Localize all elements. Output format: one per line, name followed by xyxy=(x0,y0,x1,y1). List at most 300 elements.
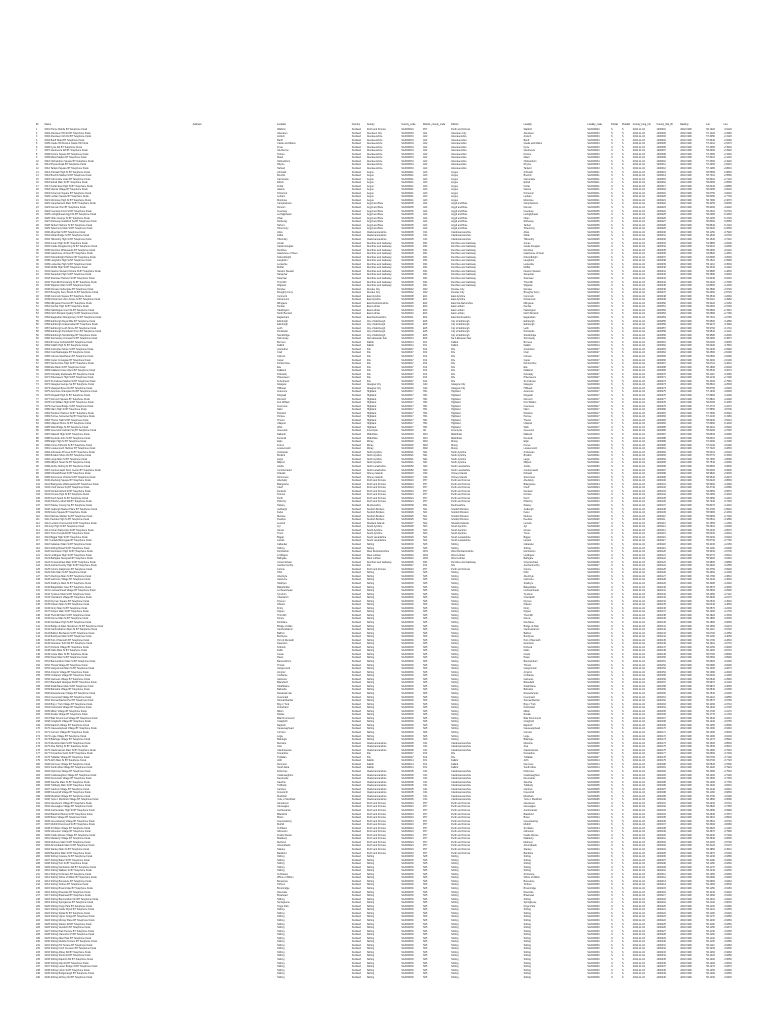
table-cell: 1000200 xyxy=(656,833,666,837)
table-cell: 4 xyxy=(36,138,38,142)
table-cell: Stanley xyxy=(277,848,286,852)
table-cell: S12000006 xyxy=(401,273,414,277)
table-cell: Bannockburn xyxy=(277,660,292,664)
table-cell: Stanley xyxy=(523,848,532,852)
table-cell: 6075 Aviemore Grampian Rd BT Telephone Kiosk xyxy=(44,390,98,394)
table-cell: S12000030 xyxy=(401,929,414,933)
table-cell: Scotland xyxy=(351,975,361,979)
table-cell: Stirling xyxy=(366,915,375,919)
table-cell: 1000231 xyxy=(656,943,666,947)
table-cell: S05 xyxy=(423,933,428,937)
table-cell: S xyxy=(611,511,613,515)
table-cell: Stirling xyxy=(366,599,375,603)
table-cell: S12000041 xyxy=(587,177,600,181)
table-cell: 1000103 xyxy=(656,489,666,493)
table-cell: 22 xyxy=(36,202,39,206)
table-cell: Argyll and Bute xyxy=(451,206,468,210)
table-cell: St Ninians xyxy=(523,872,535,876)
table-cell: S xyxy=(611,433,613,437)
table-cell: S xyxy=(621,535,624,539)
table-cell: 74 xyxy=(36,386,39,390)
table-cell: -2.7950 xyxy=(723,379,732,383)
table-cell: S xyxy=(621,365,624,369)
table-cell: 2010-11-04 xyxy=(632,858,645,862)
table-cell: P07 xyxy=(423,809,428,812)
table-cell: 2002 1999 xyxy=(680,897,692,901)
table-cell: Scotland xyxy=(351,762,361,766)
table-cell: P07 xyxy=(423,851,428,855)
table-cell: 2010-11-04 xyxy=(632,887,645,891)
table-cell: 1000007 xyxy=(656,149,666,153)
table-cell: S05 xyxy=(423,950,428,954)
table-cell: -3.9600 xyxy=(723,645,732,649)
table-cell: S05 xyxy=(423,911,428,915)
table-cell: 1000136 xyxy=(656,606,666,610)
table-cell: 56.1150 xyxy=(706,230,715,234)
table-cell: M02 xyxy=(423,447,428,451)
table-cell: 2002 1999 xyxy=(680,433,692,437)
table-cell: S12000035 xyxy=(587,213,600,217)
table-cell: Perth and Kinross xyxy=(451,482,471,486)
table-cell: Scotland xyxy=(351,812,361,816)
table-cell: 6141 Bridge of Allan Henderson St BT Telephone Kiosk xyxy=(44,624,104,628)
table-cell: Lochgilphead xyxy=(523,213,538,217)
table-cell: Perth and Kinross xyxy=(451,493,471,497)
table-cell: North Berwick xyxy=(277,312,292,316)
table-cell: 6188 Forestmill Village BT Telephone Kiosk xyxy=(44,791,91,795)
table-cell: 2002 1999 xyxy=(680,220,692,224)
table-cell: 2010-11-04 xyxy=(632,670,645,674)
table-cell: Stirling xyxy=(366,723,375,727)
table-cell: Aviemore xyxy=(523,390,534,394)
table-cell: 2010-11-04 xyxy=(632,713,645,717)
table-cell: Stirling xyxy=(451,894,459,898)
table-cell: Perth and Kinross xyxy=(366,826,386,830)
table-cell: S xyxy=(621,521,624,525)
table-cell: S xyxy=(621,422,624,426)
table-cell: F02 xyxy=(423,362,428,366)
table-cell: -2.6290 xyxy=(723,351,732,355)
table-cell: 55.5990 xyxy=(706,514,715,518)
table-cell: Blackford xyxy=(523,812,534,816)
table-cell: Forestmill xyxy=(523,791,534,795)
table-cell: S xyxy=(611,723,613,727)
table-cell: 2002 1999 xyxy=(680,234,692,238)
table-cell: 1000040 xyxy=(656,266,666,270)
table-cell: Scotland xyxy=(351,351,361,355)
table-cell: Dingwall xyxy=(277,394,287,398)
table-cell: Stirling xyxy=(451,695,459,699)
table-cell: S12000035 xyxy=(587,202,600,206)
table-cell: 2010-11-04 xyxy=(632,812,645,816)
table-cell: Scotland xyxy=(351,801,361,805)
table-cell: 2002 1999 xyxy=(680,135,692,139)
table-cell: 56.1050 xyxy=(706,872,715,876)
table-cell: S xyxy=(621,206,624,210)
table-cell: S xyxy=(621,245,624,249)
table-cell: S05 xyxy=(423,699,428,703)
table-cell: Scottish Borders xyxy=(366,511,385,515)
table-cell: Stirling xyxy=(451,950,459,954)
table-cell: 1 xyxy=(36,128,38,131)
table-cell: 1000141 xyxy=(656,624,666,628)
table-cell: 1000239 xyxy=(656,972,666,976)
table-cell: S12000030 xyxy=(587,606,600,610)
table-cell: S xyxy=(611,220,613,224)
table-cell: S xyxy=(611,695,613,699)
table-cell: S12000030 xyxy=(401,908,414,912)
table-cell: S xyxy=(621,255,624,259)
table-cell: S12000030 xyxy=(587,691,600,695)
table-cell: 6050 Milngavie Precinct BT Telephone Kiosk xyxy=(44,301,92,305)
table-cell: Campbeltown xyxy=(277,202,292,206)
table-cell: Scotland xyxy=(351,720,361,724)
column-header: District_county_code xyxy=(423,123,446,126)
table-cell: Banff xyxy=(523,138,530,142)
table-cell: -4.6170 xyxy=(723,596,732,600)
table-cell: -4.5700 xyxy=(723,550,732,554)
table-cell: Stirling xyxy=(451,954,459,958)
table-cell: Kilmarnock xyxy=(277,298,289,302)
table-cell: S12000014 xyxy=(401,766,414,770)
table-cell: S12000006 xyxy=(587,259,600,263)
table-cell: Strathyre xyxy=(277,582,287,585)
table-cell: 56.0540 xyxy=(706,762,715,766)
table-cell: Blair Drummond xyxy=(277,716,295,720)
table-cell: S05 xyxy=(423,865,428,869)
table-cell: 1000094 xyxy=(656,457,666,461)
table-cell: P07 xyxy=(423,500,428,504)
table-cell: 204 xyxy=(36,848,40,852)
table-cell: S xyxy=(621,585,624,589)
table-cell: Argyll and Bute xyxy=(366,202,384,206)
table-cell: 2002 1999 xyxy=(680,457,692,461)
table-cell: 6032 Tillicoultry High St BT Telephone Kiosk xyxy=(44,237,92,241)
table-cell: S xyxy=(611,904,613,908)
table-cell: S12000047 xyxy=(587,355,600,358)
table-cell: 1000109 xyxy=(656,511,666,515)
table-cell: 6225 Stirling Station Rd BT Telephone Kiosk xyxy=(44,922,92,926)
table-cell: -3.6110 xyxy=(723,248,732,252)
table-cell: S xyxy=(621,472,624,476)
table-cell: 132 xyxy=(36,592,40,596)
table-cell: S12000024 xyxy=(401,479,414,483)
table-cell: S12000030 xyxy=(401,943,414,947)
table-cell: 2010-11-04 xyxy=(632,252,645,256)
table-cell: 1000132 xyxy=(656,592,666,596)
table-cell: 1000088 xyxy=(656,436,666,440)
table-cell: Clackmannanshire xyxy=(451,769,471,773)
table-cell: Arbroath xyxy=(277,170,287,174)
table-cell: S12000008 xyxy=(401,294,414,298)
table-cell: Scotland xyxy=(351,816,361,820)
table-cell: 2002 1999 xyxy=(680,791,692,795)
table-cell: S xyxy=(621,901,624,905)
table-cell: 6132 Tyndrum Main St BT Telephone Kiosk xyxy=(44,592,91,596)
table-cell: 1000056 xyxy=(656,323,666,327)
table-cell: S xyxy=(621,386,624,390)
table-cell: 172 xyxy=(36,734,40,738)
table-cell: 1000110 xyxy=(656,514,666,518)
table-cell: P07 xyxy=(423,496,428,500)
table-cell: 121 xyxy=(36,553,40,557)
table-cell: Craigforth xyxy=(277,720,288,724)
table-cell: 6233 Stirling Abbey Rd BT Telephone Kiosk xyxy=(44,950,91,954)
table-cell: Perth and Kinross xyxy=(451,844,471,848)
table-cell: Clackmannanshire xyxy=(366,784,387,788)
table-cell: Argyll and Bute xyxy=(366,213,384,217)
table-cell: Bannockburn xyxy=(523,660,538,664)
table-cell: 1000108 xyxy=(656,507,666,511)
table-cell: S05 xyxy=(423,894,428,898)
table-cell: 164 xyxy=(36,706,40,710)
table-cell: S xyxy=(621,195,624,199)
table-cell: 6087 Dalkeith High St BT Telephone Kiosk xyxy=(44,433,90,437)
table-cell: S12000036 xyxy=(587,323,600,327)
table-cell: S xyxy=(621,858,624,862)
table-cell: Highland xyxy=(366,394,377,398)
table-cell: Stirling xyxy=(523,947,531,951)
table-cell: S xyxy=(611,631,613,635)
table-cell: S12000030 xyxy=(401,645,414,649)
table-cell: 56.0380 xyxy=(706,213,715,217)
table-cell: Port of Menteith xyxy=(523,638,541,642)
table-cell: A04 xyxy=(423,206,428,210)
table-cell: S12000005 xyxy=(587,237,600,241)
table-cell: Scotland xyxy=(351,383,361,387)
table-cell: Dumfries and Galloway xyxy=(451,266,476,270)
table-cell: Scotland xyxy=(351,638,361,642)
table-cell: Scotland xyxy=(351,514,361,518)
table-cell: S12000030 xyxy=(587,674,600,678)
table-cell: Edinburgh xyxy=(523,323,535,327)
table-cell: S12000029 xyxy=(587,539,600,543)
table-cell: -3.6720 xyxy=(723,234,732,238)
table-cell: S12000030 xyxy=(401,904,414,908)
table-cell: Inverness xyxy=(277,404,288,408)
table-cell: 55.5770 xyxy=(706,454,715,458)
table-cell: 67 xyxy=(36,362,39,366)
table-cell: S12000041 xyxy=(587,198,600,202)
table-cell: 56.6220 xyxy=(706,227,715,231)
table-cell: 28 xyxy=(36,223,39,227)
table-cell: 83 xyxy=(36,418,39,422)
table-cell: 56.1240 xyxy=(706,720,715,724)
table-cell: S xyxy=(611,266,613,270)
table-cell: 2002 1999 xyxy=(680,269,692,273)
table-cell: S12000030 xyxy=(587,730,600,734)
table-cell: Stirling xyxy=(451,936,459,940)
table-cell: 2010-11-04 xyxy=(632,479,645,483)
table-cell: Stirling xyxy=(451,706,459,710)
table-cell: Perth and Kinross xyxy=(366,844,386,848)
table-cell: 225 xyxy=(36,922,40,926)
table-cell: Fife xyxy=(451,365,456,369)
table-cell: 2010-11-04 xyxy=(632,440,645,444)
table-cell: 2002 1999 xyxy=(680,362,692,366)
table-cell: S xyxy=(611,362,613,366)
table-cell: 151 xyxy=(36,660,40,664)
table-cell: 6220 Stirling Kings Park BT Telephone Kiosk xyxy=(44,904,92,908)
table-cell: 56.1790 xyxy=(706,794,715,798)
table-cell: Dunblane xyxy=(523,621,534,625)
table-cell: Elie xyxy=(277,365,282,369)
table-cell: 55.6510 xyxy=(706,518,715,522)
table-cell: Stirling xyxy=(366,606,375,610)
table-cell: -3.9230 xyxy=(723,273,732,277)
table-cell: Crieff xyxy=(277,486,283,490)
table-cell: Thornhill xyxy=(523,613,533,617)
table-cell: S xyxy=(621,943,624,947)
table-cell: 2002 1999 xyxy=(680,312,692,316)
table-cell: 6230 Stirling Melville Terrace BT Telephone Kiosk xyxy=(44,940,97,944)
table-cell: S xyxy=(611,571,613,575)
table-cell: S xyxy=(621,975,624,979)
table-cell: 1000098 xyxy=(656,472,666,476)
table-cell: S12000008 xyxy=(587,298,600,302)
table-cell: Crianlarich xyxy=(277,596,289,600)
table-cell: P07 xyxy=(423,489,428,493)
table-cell: -3.1110 xyxy=(723,330,732,334)
table-cell: Stirling xyxy=(366,670,375,674)
table-cell: 56.1290 xyxy=(706,780,715,784)
table-cell: 58 xyxy=(36,330,39,334)
table-cell: 56.0710 xyxy=(706,362,715,366)
table-cell: S12000030 xyxy=(587,904,600,908)
table-cell: 2010-11-04 xyxy=(632,284,645,288)
table-cell: S xyxy=(611,542,613,546)
table-cell: 1000232 xyxy=(656,947,666,951)
table-cell: S12000019 xyxy=(587,433,600,437)
table-cell: 2010-11-04 xyxy=(632,347,645,351)
table-cell: Ruskie xyxy=(523,713,531,717)
table-cell: Letham xyxy=(277,195,286,199)
table-cell: S12000030 xyxy=(401,961,414,965)
table-cell: 2010-11-04 xyxy=(632,560,645,564)
table-cell: Portobello xyxy=(523,330,535,334)
table-cell: F02 xyxy=(423,347,428,351)
table-cell: S xyxy=(621,383,624,387)
table-cell: Clackmannanshire xyxy=(366,234,387,238)
table-cell: S12000045 xyxy=(401,301,414,305)
table-cell: H01 xyxy=(423,397,428,401)
table-cell: 57.3390 xyxy=(706,411,715,415)
table-cell: 6003 Aberdeen Kirk Rd BT Telephone Kiosk xyxy=(44,135,92,139)
table-cell: 6045 Wigtown Main St BT Telephone Kiosk xyxy=(44,284,91,288)
table-cell: 6177 Kincardine Keith St BT Telephone Kiosk xyxy=(44,752,93,756)
table-cell: S xyxy=(611,933,613,937)
table-cell: S12000034 xyxy=(587,142,600,146)
table-cell: 1000038 xyxy=(656,259,666,263)
table-cell: 56.1640 xyxy=(706,716,715,720)
table-cell: S12000005 xyxy=(587,794,600,798)
table-cell: S12000010 xyxy=(587,305,600,309)
table-cell: S xyxy=(621,571,624,575)
table-cell: 6138 Thornhill Main St BT Telephone Kiosk xyxy=(44,613,91,617)
table-cell: 2010-11-04 xyxy=(632,528,645,532)
table-cell: S12000023 xyxy=(401,472,414,476)
table-cell: 2010-11-04 xyxy=(632,823,645,827)
table-cell: S xyxy=(611,606,613,610)
table-cell: -2.3460 xyxy=(723,152,732,156)
table-cell: S12000030 xyxy=(401,883,414,887)
table-cell: 2002 1999 xyxy=(680,606,692,610)
table-cell: 2010-11-04 xyxy=(632,461,645,465)
table-cell: S12000030 xyxy=(587,628,600,632)
table-cell: Blanefield xyxy=(277,681,288,685)
table-cell: 2002 1999 xyxy=(680,972,692,976)
table-cell: S12000030 xyxy=(587,613,600,617)
table-cell: 126 xyxy=(36,571,40,575)
table-cell: 2010-11-04 xyxy=(632,894,645,898)
table-cell: Renfrewshire xyxy=(451,503,466,507)
table-cell: Aberdeenshire xyxy=(366,149,383,153)
table-cell: 6189 Muckhart Village BT Telephone Kiosk xyxy=(44,794,91,798)
table-cell: S xyxy=(621,447,624,451)
table-cell: 208 xyxy=(36,862,40,866)
table-cell: Scotland xyxy=(351,333,361,337)
table-cell: S12000006 xyxy=(401,255,414,259)
table-cell: S12000034 xyxy=(587,159,600,163)
table-cell: S xyxy=(621,234,624,238)
table-cell: 26 xyxy=(36,216,39,220)
table-cell: -3.9450 xyxy=(723,908,732,912)
table-cell: Gatehouse of Fleet xyxy=(277,252,298,256)
table-cell: Perth and Kinross xyxy=(366,809,386,812)
table-cell: 2002 1999 xyxy=(680,255,692,259)
table-cell: S12000006 xyxy=(587,560,600,564)
table-cell: S xyxy=(621,248,624,252)
table-cell: 1000063 xyxy=(656,347,666,351)
table-cell: Brig o' Turk xyxy=(523,702,536,706)
table-cell: 2010-11-04 xyxy=(632,567,645,571)
table-cell: 2002 1999 xyxy=(680,475,692,479)
table-cell: 2002 1999 xyxy=(680,500,692,504)
table-cell: Biggar xyxy=(523,535,531,539)
table-cell: 6090 Forres Tolbooth St BT Telephone Kiosk xyxy=(44,443,92,447)
table-cell: 1000201 xyxy=(656,837,666,841)
table-cell: 1000113 xyxy=(656,525,666,529)
table-cell: S03 xyxy=(423,532,428,536)
table-cell: 169 xyxy=(36,723,40,727)
table-cell: -3.9360 xyxy=(723,872,732,876)
table-cell: S12000024 xyxy=(587,567,600,571)
table-cell: Greenloaning xyxy=(277,819,292,823)
table-cell: S12000030 xyxy=(401,950,414,954)
table-cell: 2002 1999 xyxy=(680,950,692,954)
table-cell: S xyxy=(621,159,624,163)
table-cell: Clackmannanshire xyxy=(366,773,387,777)
table-cell: S12000047 xyxy=(401,355,414,358)
table-cell: 6234 Stirling Shore Rd BT Telephone Kiosk xyxy=(44,954,91,958)
table-cell: S12000030 xyxy=(587,713,600,717)
table-cell: 6019 Kirriemuir Square BT Telephone Kiosk xyxy=(44,191,92,195)
table-cell: 56.1020 xyxy=(706,128,715,131)
table-cell: 1000172 xyxy=(656,734,666,738)
table-cell: Kirkcaldy xyxy=(277,372,287,376)
table-cell: Edzell xyxy=(523,181,531,185)
table-cell: 1000080 xyxy=(656,408,666,412)
table-cell: -3.1880 xyxy=(723,319,732,323)
table-cell: Oban xyxy=(523,216,530,220)
table-cell: Falkirk xyxy=(366,759,374,763)
table-cell: Scotland xyxy=(351,355,361,358)
table-cell: Dumfries and Galloway xyxy=(451,252,476,256)
table-cell: 1000135 xyxy=(656,603,666,607)
table-cell: 2002 1999 xyxy=(680,926,692,930)
table-cell: S xyxy=(621,128,624,131)
table-cell: Stirling xyxy=(451,610,459,614)
